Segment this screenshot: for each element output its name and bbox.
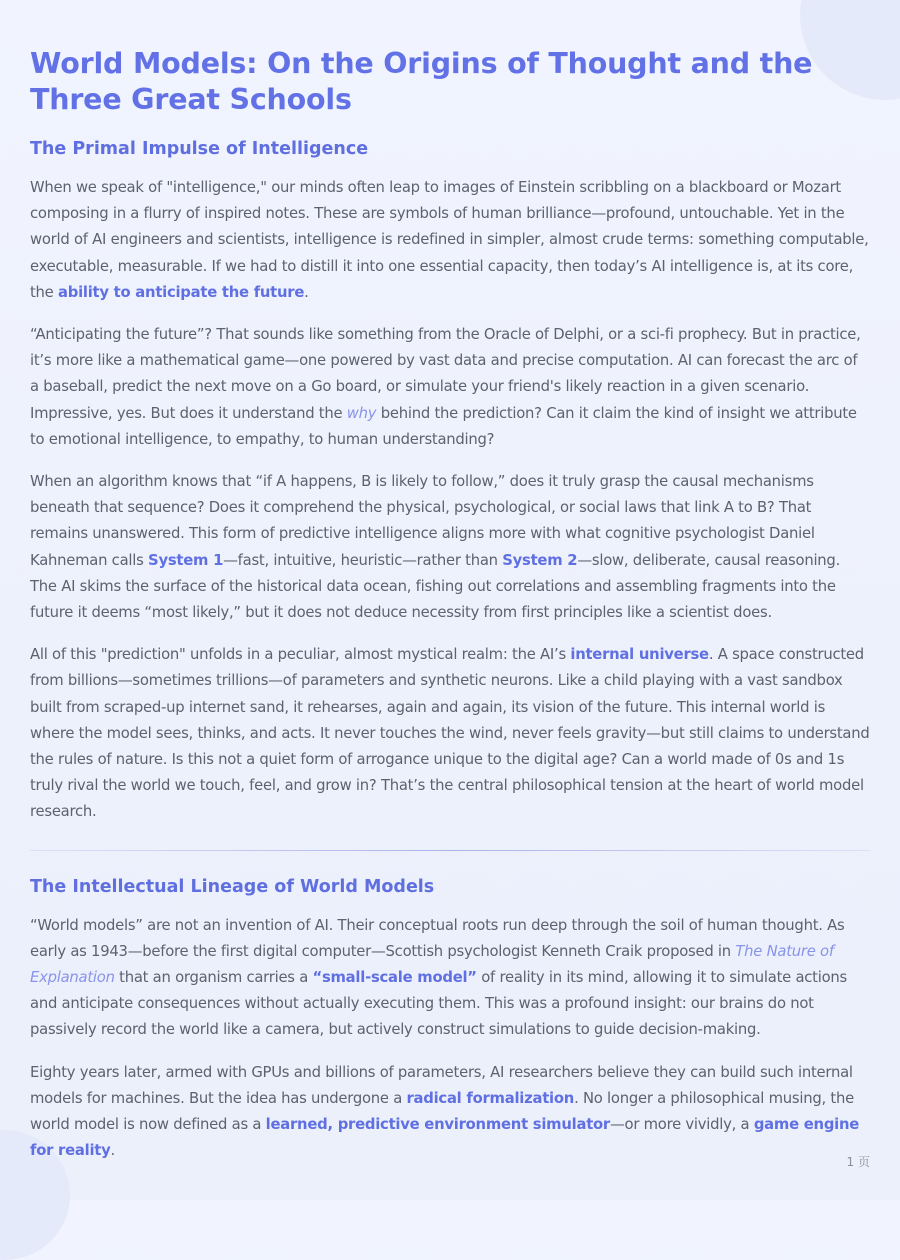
page-title: World Models: On the Origins of Thought and the Three Great Schools (30, 47, 813, 116)
highlight: game engine for reality (30, 1116, 860, 1160)
highlight: System 1 (148, 551, 224, 569)
highlight: learned, predictive environment simulator (265, 1116, 610, 1134)
highlight: “small-scale model” (312, 969, 477, 987)
section-heading-intellectual-lineage: The Intellectual Lineage of World Models (30, 876, 435, 897)
section-heading-primal-impulse: The Primal Impulse of Intelligence (30, 139, 369, 159)
emphasis-book-title: The Nature of Explanation (30, 942, 834, 987)
paragraph: When we speak of "intelligence," our minds often leap to images of Einstein scribbling on a blackboard or Mozart composing in a flurry of inspired notes. These are symbols of human brilliance—profound, untouchable. Yet in the world of AI engineers and scientists, intelligence is redefined in simpler, almost crude terms: something computable, executable, measurable. If we had to distill it into one essential capacity, then today’s AI intelligence is, at its core, the ability to anticipate the future. (30, 179, 869, 301)
highlight: internal universe (570, 646, 709, 664)
page-number: 1 页 (846, 1155, 870, 1169)
paragraph: All of this "prediction" unfolds in a peculiar, almost mystical realm: the AI’s internal universe. A space constructed from billions—sometimes trillions—of parameters and synthetic neurons. Like a child playing with a vast sandbox built from scraped-up internet sand, it rehearses, again and again, its vision of the future. This internal world is where the model sees, thinks, and acts. It never touches the wind, never feels gravity—but still claims to understand the rules of nature. Is this not a quiet form of arrogance unique to the digital age? Can a world made of 0s and 1s truly rival the world we touch, feel, and grow in? That’s the central philosophical tension at the heart of world model research. (30, 646, 870, 821)
highlight: ability to anticipate the future (58, 283, 305, 301)
emphasis: why (346, 404, 377, 422)
highlight: System 2 (502, 551, 578, 569)
paragraph: “Anticipating the future”? That sounds like something from the Oracle of Delphi, or a sci-fi prophecy. But in practice, it’s more like a mathematical game—one powered by vast data and precise computation. AI can forecast the arc of a baseball, predict the next move on a Go board, or simulate your friend's likely reaction in a given scenario. Impressive, yes. But does it understand the why behind the prediction? Can it claim the kind of insight we attribute to emotional intelligence, to empathy, to human understanding? (30, 326, 861, 448)
paragraph: Eighty years later, armed with GPUs and billions of parameters, AI researchers believe they can build such internal models for machines. But the idea has undergone a radical formalization. No longer a philosophical musing, the world model is now defined as a learned, predictive environment simulator—or more vividly, a game engine for reality. (30, 1063, 860, 1160)
article (30, 46, 870, 1165)
paragraph: When an algorithm knows that “if A happens, B is likely to follow,” does it truly grasp the causal mechanisms beneath that sequence? Does it comprehend the physical, psychological, or social laws that link A to B? That remains unanswered. This form of predictive intelligence aligns more with what cognitive psychologist Daniel Kahneman calls System 1—fast, intuitive, heuristic—rather than System 2—slow, deliberate, causal reasoning. The AI skims the surface of the historical data ocean, fishing out correlations and assembling fragments into the future it deems “most likely,” but it does not deduce necessity from first principles like a scientist does. (30, 473, 841, 622)
section-divider (30, 850, 870, 851)
highlight: radical formalization (406, 1089, 575, 1107)
paragraph: “World models” are not an invention of AI. Their conceptual roots run deep through the soil of human thought. As early as 1943—before the first digital computer—Scottish psychologist Kenneth Craik proposed in The Nature of Explanation that an organism carries a “small-scale model” of reality in its mind, allowing it to simulate actions and anticipate consequences without actually executing them. This was a profound insight: our brains do not passively record the world like a camera, but actively construct simulations to guide decision-making. (30, 916, 847, 1039)
